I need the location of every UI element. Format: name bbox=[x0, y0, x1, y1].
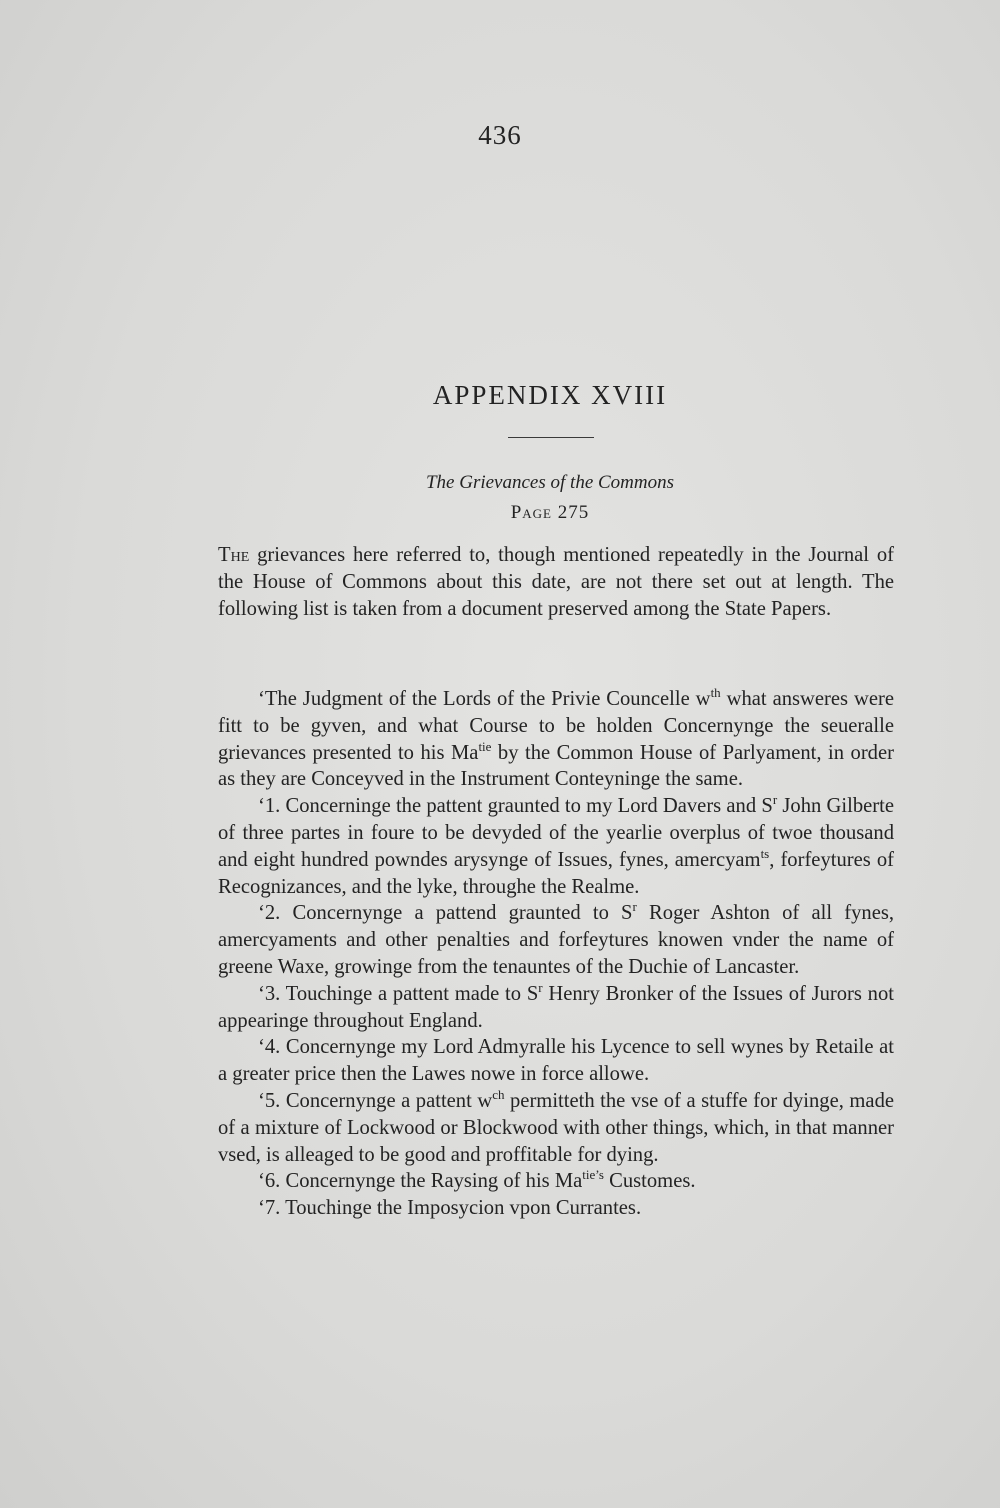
quote-opening-paragraph bbox=[218, 686, 894, 793]
grievance-text: ‘7. Touchinge the Imposycion vpon Currantes. bbox=[258, 1197, 642, 1220]
quote-opening-text-1: ‘The Judgment of the Lords of the Privie Councelle w bbox=[258, 688, 711, 710]
grievance-text: Customes. bbox=[603, 1170, 696, 1193]
grievance-item-3 bbox=[218, 981, 894, 1035]
appendix-subtitle: The Grievances of the Commons bbox=[425, 472, 675, 493]
grievance-item-5 bbox=[218, 1088, 894, 1168]
grievance-text: Henry Bronker of the Issues of Jurors not appearinge throughout England. bbox=[218, 982, 894, 1032]
grievance-item-2 bbox=[218, 900, 894, 980]
page-reference-number: 275 bbox=[557, 502, 590, 523]
grievance-sup: tie’s bbox=[582, 1167, 604, 1183]
grievance-text: ‘5. Concernynge a pattent w bbox=[258, 1089, 493, 1112]
page-reference bbox=[0, 502, 1000, 524]
grievance-text: ‘1. Concerninge the pattent graunted to my Lord Davers and S bbox=[258, 795, 773, 818]
quote-opening-text-3: by the Common House of Parlyament, in order as they are Conceyved in the Instrument Conteyninge the same. bbox=[218, 741, 894, 791]
intro-paragraph bbox=[218, 542, 894, 622]
grievance-sup: ch bbox=[492, 1087, 505, 1103]
grievance-text: , forfeytures of Recognizances, and the lyke, throughe the Realme. bbox=[218, 848, 894, 898]
page-number: 436 bbox=[478, 120, 522, 150]
grievance-item-1 bbox=[218, 793, 894, 900]
grievance-sup: r bbox=[772, 792, 778, 808]
grievance-text: John Gilberte of three partes in foure to be devyded of the yearlie overplus of twoe thousand and eight hundred powndes arysynge of Issues, fynes, amercyam bbox=[218, 795, 894, 871]
intro-lead-word: The bbox=[218, 544, 250, 566]
quote-opening-text-2: what answeres were fitt to be gyven, and what Course to be holden Concernynge the seueralle grievances presented to his Ma bbox=[218, 688, 894, 764]
appendix-title: APPENDIX XVIII bbox=[432, 380, 668, 410]
grievance-sup: r bbox=[538, 979, 543, 995]
grievances-quote bbox=[218, 686, 894, 1222]
grievance-sup: r bbox=[632, 899, 637, 915]
grievance-sup: ts bbox=[760, 845, 770, 861]
quote-opening-sup-2: tie bbox=[478, 738, 492, 754]
grievance-text: ‘2. Concernynge a pattend graunted to S bbox=[258, 902, 633, 925]
page-reference-label: Page bbox=[510, 502, 553, 523]
quote-opening-sup-1: th bbox=[710, 685, 721, 701]
title-rule bbox=[508, 437, 594, 438]
grievance-item-7 bbox=[218, 1195, 894, 1222]
grievance-item-6 bbox=[218, 1168, 894, 1195]
grievance-text: ‘4. Concernynge my Lord Admyralle his Lycence to sell wynes by Retaile at a greater price then the Lawes nowe in force allowe. bbox=[218, 1036, 894, 1086]
grievance-text: ‘3. Touchinge a pattent made to S bbox=[258, 982, 539, 1005]
grievance-item-4 bbox=[218, 1034, 894, 1088]
intro-text: grievances here referred to, though mentioned repeatedly in the Journal of the House of Commons about this date, are not there set out at length. The following list is taken from a document preserved among the State Papers. bbox=[218, 544, 894, 620]
grievance-text: Roger Ashton of all fynes, amercyaments and other penalties and forfeytures knowen vnder the name of greene Waxe, growinge from the tenauntes of the Duchie of Lancaster. bbox=[218, 902, 894, 978]
grievance-text: ‘6. Concernynge the Raysing of his Ma bbox=[258, 1170, 583, 1193]
grievance-text: permitteth the vse of a stuffe for dyinge, made of a mixture of Lockwood or Blockwood with other things, which, in that manner vsed, is alleaged to be good and proffitable for dying. bbox=[218, 1089, 895, 1166]
